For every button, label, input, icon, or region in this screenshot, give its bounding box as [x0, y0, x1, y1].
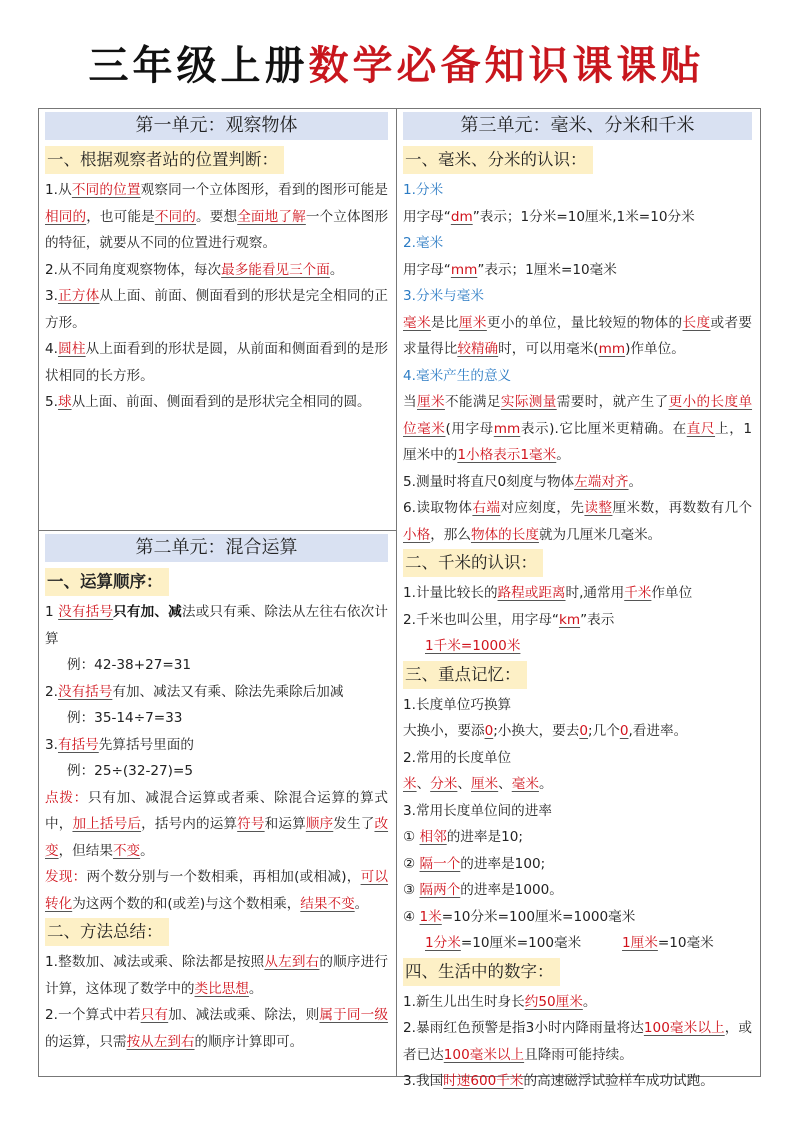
- highlighted-keyword: 有括号: [57, 736, 99, 753]
- paragraph: [403, 389, 752, 469]
- text-span: 。: [329, 261, 344, 278]
- text-span: 或者要求量得比: [403, 314, 753, 357]
- text-span: 发现：: [45, 869, 87, 885]
- paragraph: [45, 336, 388, 389]
- highlighted-keyword: mm: [598, 341, 626, 357]
- text-span: 大换小，要添: [403, 723, 485, 739]
- text-span: 先算括号里面的: [98, 736, 194, 753]
- text-span: 2.暴雨红色预警是指3小时内降雨量将达: [403, 1020, 644, 1036]
- paragraph: [45, 599, 388, 652]
- paragraph: [45, 705, 388, 732]
- text-span: 的高速磁浮试验样车成功试跑。: [523, 1073, 714, 1089]
- paragraph: [403, 904, 752, 931]
- section-heading: 一、毫米、分米的认识：: [403, 146, 593, 174]
- text-span: 只有加、减混合运算或者乘、除混合运算的算式中，: [45, 789, 389, 832]
- highlighted-keyword: 时速600千米: [443, 1073, 524, 1089]
- paragraph: [403, 363, 752, 390]
- text-span: 时，可以用毫米(: [498, 341, 599, 357]
- text-span: 上，1厘米中的: [403, 420, 753, 463]
- text-span: ，也可能是: [86, 208, 155, 225]
- section-heading: 一、根据观察者站的位置判断：: [45, 146, 284, 174]
- text-span: 观察同一个立体图形，看到的图形可能是: [140, 182, 389, 198]
- highlighted-keyword: 属于同一级: [319, 1007, 389, 1023]
- paragraph: [403, 283, 752, 310]
- highlighted-keyword: 1分米: [425, 935, 461, 951]
- text-span: 2.千米也叫公里，用字母“: [403, 611, 559, 628]
- highlighted-keyword: 千米: [624, 585, 652, 601]
- text-span: 2.常用的长度单位: [403, 749, 512, 766]
- paragraph: [403, 495, 752, 548]
- highlighted-keyword: 球: [57, 394, 72, 410]
- paragraph: [403, 469, 752, 496]
- text-span: 2.: [45, 683, 58, 700]
- text-span: 有加、减法又有乘、除法先乘除后加减: [112, 683, 344, 700]
- text-span: ”表示: [580, 611, 615, 628]
- highlighted-keyword: dm: [450, 208, 473, 225]
- highlighted-keyword: 路程或距离: [497, 585, 566, 601]
- page-title: [0, 38, 793, 94]
- paragraph: [403, 745, 752, 772]
- highlighted-keyword: km: [558, 611, 581, 628]
- highlighted-keyword: 可以转化: [45, 869, 389, 912]
- text-span: 需要时，就产生了: [556, 394, 669, 410]
- highlighted-keyword: 100毫米以上: [443, 1046, 525, 1063]
- paragraph: [403, 204, 752, 231]
- right-column: [397, 109, 760, 1089]
- paragraph: [403, 771, 752, 798]
- text-span: 1.新生儿出生时身长: [403, 993, 525, 1010]
- text-span: 的运算，只需: [45, 1033, 127, 1050]
- text-span: 两个数分别与一个数相乘，再相加(或相减)，: [86, 869, 361, 885]
- unit-3-content: [403, 145, 752, 1095]
- highlighted-keyword: 符号: [237, 816, 265, 832]
- paragraph: [403, 607, 752, 634]
- paragraph: [45, 652, 388, 679]
- paragraph: [403, 310, 752, 363]
- highlighted-keyword: 1米: [419, 908, 442, 925]
- unit-1-title: 第一单元：观察物体: [45, 112, 388, 140]
- text-span: 。: [628, 473, 643, 490]
- paragraph: [45, 177, 388, 257]
- paragraph: [45, 389, 388, 416]
- text-span: 当: [403, 394, 417, 410]
- text-span: 1: [45, 604, 59, 620]
- highlighted-keyword: 读整: [584, 500, 613, 516]
- text-span: 一个立体图形的特征，就要从不同的位置进行观察。: [45, 208, 389, 251]
- text-span: 。: [140, 842, 154, 859]
- highlighted-keyword: 较精确: [457, 341, 499, 357]
- text-span: 。: [354, 895, 369, 912]
- paragraph: [45, 283, 388, 336]
- text-span: 例：35-14÷7=33: [67, 710, 183, 726]
- highlighted-keyword: 左端对齐: [574, 473, 629, 490]
- section-heading: 三、重点记忆：: [403, 661, 527, 689]
- text-span: ②: [403, 855, 420, 872]
- highlighted-keyword: 不变: [112, 842, 141, 859]
- highlighted-keyword: 长度: [682, 314, 711, 331]
- highlighted-keyword: 没有括号: [58, 604, 114, 620]
- text-span: 用字母“: [403, 261, 451, 278]
- highlighted-keyword: 只有: [140, 1007, 169, 1023]
- text-span: 、: [416, 776, 431, 792]
- paragraph: [403, 1068, 752, 1095]
- text-span: =10厘米=100毫米: [460, 935, 623, 951]
- highlighted-keyword: 更小的长度单位毫米: [403, 394, 753, 437]
- highlighted-keyword: 从左到右: [264, 954, 320, 970]
- text-span: 1.长度单位巧换算: [403, 696, 512, 713]
- text-span: 厘米数，再数数有几个: [612, 500, 753, 516]
- paragraph: [403, 580, 752, 607]
- highlighted-keyword: 1小格表示1毫米: [457, 447, 557, 463]
- paragraph: [45, 949, 388, 1002]
- highlighted-keyword: 0: [484, 723, 494, 739]
- paragraph: [45, 732, 388, 759]
- highlighted-keyword: mm: [450, 261, 478, 278]
- text-span: 2.从不同角度观察物体，每次: [45, 261, 222, 278]
- text-span: ①: [403, 829, 420, 845]
- text-span: 6.读取物体: [403, 500, 473, 516]
- highlighted-keyword: 圆柱: [57, 341, 86, 357]
- text-span: 。: [248, 980, 263, 997]
- highlighted-keyword: 毫米: [511, 776, 539, 792]
- text-span: 2.一个算式中若: [45, 1007, 141, 1023]
- text-span: 1.从: [45, 182, 72, 198]
- highlighted-keyword: 结果不变: [300, 895, 355, 912]
- text-span: 3.常用长度单位间的进率: [403, 802, 552, 819]
- unit-1-section: [39, 109, 396, 531]
- paragraph: [45, 679, 388, 706]
- unit-3-title: 第三单元：毫米、分米和千米: [403, 112, 752, 140]
- text-span: 只有加、减: [113, 604, 182, 620]
- text-span: ”表示；1分米=10厘米,1米=10分米: [472, 208, 695, 225]
- text-span: 。: [538, 776, 553, 792]
- text-span: 。: [582, 993, 597, 1010]
- text-span: 从上面看到的形状是圆，从前面和侧面看到的是形状相同的长方形。: [45, 341, 389, 384]
- text-span: 和运算: [264, 816, 306, 832]
- section-heading: 一、运算顺序：: [45, 568, 169, 596]
- unit-3-section: [397, 109, 760, 1089]
- unit-2-title: 第二单元：混合运算: [45, 534, 388, 562]
- text-span: ”表示；1厘米=10毫米: [477, 261, 617, 278]
- text-span: 的进率是100;: [460, 855, 546, 872]
- highlighted-keyword: 不同的位置: [71, 182, 141, 198]
- text-span: 对应刻度，先: [500, 500, 585, 516]
- text-span: 法或只有乘、除法从左往右依次计算: [45, 604, 389, 647]
- highlighted-keyword: 约50厘米: [524, 993, 583, 1010]
- paragraph: [45, 758, 388, 785]
- text-span: 表示).它比厘米更精确。在: [520, 420, 687, 437]
- highlighted-keyword: 小格: [403, 526, 431, 543]
- text-span: ④: [403, 908, 420, 925]
- highlighted-keyword: 顺序: [305, 816, 334, 832]
- highlighted-keyword: 隔一个: [419, 855, 461, 872]
- highlighted-keyword: 1厘米: [622, 935, 658, 951]
- paragraph: [403, 824, 752, 851]
- paragraph: [45, 1002, 388, 1055]
- highlighted-keyword: 物体的长度: [470, 526, 539, 543]
- highlighted-keyword: 右端: [472, 500, 501, 516]
- text-span: 的进率是10;: [446, 829, 523, 845]
- section-heading: 二、千米的认识：: [403, 549, 543, 577]
- paragraph: [403, 851, 752, 878]
- highlighted-keyword: 按从左到右: [126, 1033, 195, 1050]
- paragraph: [45, 864, 388, 917]
- text-span: 5.测量时将直尺0刻度与物体: [403, 473, 575, 490]
- text-span: 1.整数加、减法或乘、除法都是按照: [45, 954, 265, 970]
- paragraph: [403, 1015, 752, 1068]
- paragraph: [403, 257, 752, 284]
- highlighted-keyword: 相同的: [45, 208, 87, 225]
- highlighted-keyword: 厘米: [416, 394, 445, 410]
- highlighted-keyword: 最多能看见三个面: [221, 261, 330, 278]
- text-span: 点拨：: [45, 789, 88, 806]
- subheading: 4.毫米产生的意义: [403, 367, 512, 384]
- highlighted-keyword: 0: [619, 723, 629, 739]
- text-span: ;几个: [588, 723, 620, 739]
- text-span: 时,通常用: [565, 585, 625, 601]
- text-span: 不能满足: [444, 394, 501, 410]
- text-span: 的顺序进行计算，这体现了数学中的: [45, 954, 389, 997]
- paragraph: [403, 989, 752, 1016]
- highlighted-keyword: 实际测量: [500, 394, 557, 410]
- text-span: 加、减法或乘、除法，则: [168, 1007, 320, 1023]
- text-span: ，或者已达: [403, 1020, 752, 1063]
- subheading: 2.毫米: [403, 235, 444, 251]
- text-span: 就为几厘米几毫米。: [538, 526, 662, 543]
- unit-2-section: [39, 531, 396, 1076]
- text-span: 、: [498, 776, 512, 792]
- text-span: 4.: [45, 341, 58, 357]
- text-span: 的进率是1000。: [460, 882, 563, 898]
- text-span: 作单位: [651, 585, 693, 601]
- text-span: ③: [403, 882, 420, 898]
- highlighted-keyword: 加上括号后: [72, 816, 142, 832]
- paragraph: [45, 785, 388, 865]
- text-span: 用字母“: [403, 208, 451, 225]
- highlighted-keyword: 隔两个: [419, 882, 461, 898]
- highlighted-keyword: 相邻: [419, 829, 447, 845]
- text-span: 。: [556, 447, 570, 463]
- text-span: 从上面、前面、侧面看到的形状是完全相同的正方形。: [45, 288, 389, 331]
- paragraph: [403, 633, 752, 660]
- text-span: ，括号内的运算: [141, 816, 238, 832]
- text-span: 发生了: [333, 816, 375, 832]
- unit-1-content: [45, 145, 388, 416]
- highlighted-keyword: 100毫米以上: [643, 1020, 725, 1036]
- highlighted-keyword: 1千米=1000米: [425, 638, 521, 654]
- paragraph: [403, 177, 752, 204]
- highlighted-keyword: mm: [493, 420, 521, 437]
- paragraph: [403, 692, 752, 719]
- highlighted-keyword: 厘米: [470, 776, 499, 792]
- paragraph: [403, 230, 752, 257]
- highlighted-keyword: 没有括号: [57, 683, 113, 700]
- text-span: 、: [457, 776, 471, 792]
- paragraph: [403, 930, 752, 957]
- paragraph: [403, 877, 752, 904]
- highlighted-keyword: 厘米: [458, 314, 487, 331]
- highlighted-keyword: 类比思想: [194, 980, 249, 997]
- text-span: 且降雨可能持续。: [524, 1046, 633, 1063]
- highlighted-keyword: 米: [403, 776, 417, 792]
- text-span: =10毫米: [657, 935, 714, 951]
- text-span: 更小的单位，量比较短的物体的: [486, 314, 683, 331]
- title-red: 数学必备知识课课贴: [308, 42, 705, 89]
- paragraph: [403, 718, 752, 745]
- highlighted-keyword: 0: [579, 723, 589, 739]
- section-heading: 四、生活中的数字：: [403, 958, 560, 986]
- text-span: ，但结果: [58, 842, 113, 859]
- paragraph: [403, 798, 752, 825]
- text-span: 为这两个数的和(或差)与这个数相乘，: [72, 895, 301, 912]
- section-heading: 二、方法总结：: [45, 918, 169, 946]
- highlighted-keyword: 不同的: [154, 208, 197, 225]
- text-span: ;小换大，要去: [493, 723, 580, 739]
- highlighted-keyword: 直尺: [686, 420, 716, 437]
- text-span: 例：25÷(32-27)=5: [67, 763, 194, 779]
- text-span: 。要想: [196, 208, 238, 225]
- subheading: 3.分米与毫米: [403, 288, 484, 304]
- highlighted-keyword: 改变: [45, 816, 389, 859]
- text-span: 的顺序计算即可。: [194, 1033, 304, 1050]
- text-span: ，那么: [430, 526, 471, 543]
- text-span: =10分米=100厘米=1000毫米: [441, 908, 636, 925]
- text-span: )作单位。: [625, 341, 685, 357]
- title-black: 三年级上册: [88, 42, 309, 89]
- text-span: ,看进率。: [628, 723, 688, 739]
- text-span: (用字母: [445, 420, 494, 437]
- unit-2-content: [45, 567, 388, 1055]
- text-span: 1.计量比较长的: [403, 585, 498, 601]
- left-column: [39, 109, 397, 1076]
- paragraph: [45, 257, 388, 284]
- highlighted-keyword: 毫米: [403, 314, 431, 331]
- text-span: 从上面、前面、侧面看到的是形状完全相同的圆。: [71, 394, 371, 410]
- text-span: 5.: [45, 394, 58, 410]
- subheading: 1.分米: [403, 182, 444, 198]
- text-span: 例：42-38+27=31: [67, 657, 192, 673]
- highlighted-keyword: 全面地了解: [237, 208, 306, 225]
- text-span: 3.: [45, 736, 58, 753]
- text-span: 3.我国: [403, 1073, 444, 1089]
- highlighted-keyword: 分米: [430, 776, 458, 792]
- text-span: 3.: [45, 288, 58, 304]
- content-frame: [38, 108, 761, 1089]
- text-span: 是比: [430, 314, 459, 331]
- highlighted-keyword: 正方体: [57, 288, 100, 304]
